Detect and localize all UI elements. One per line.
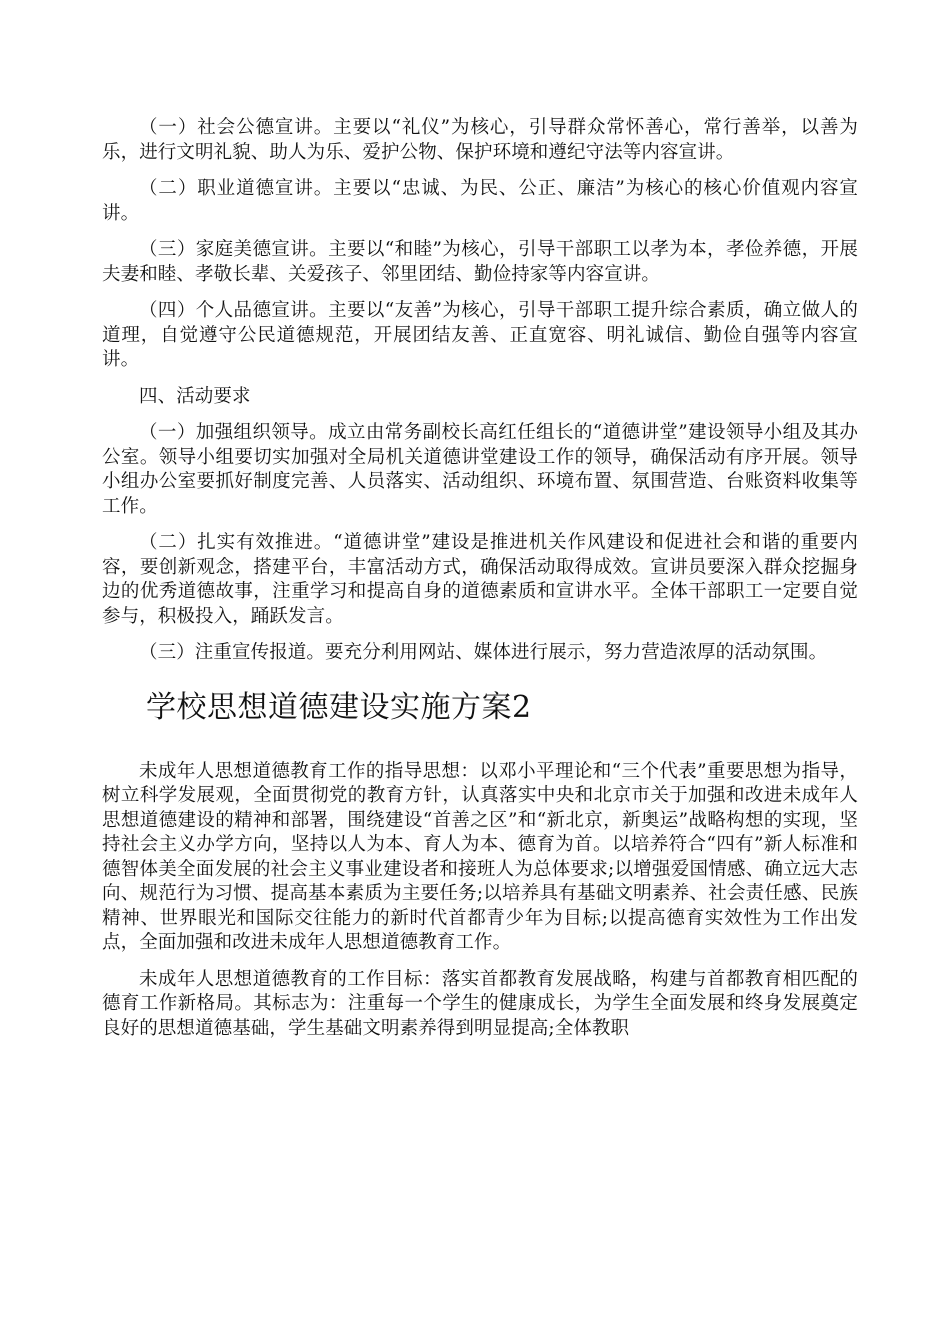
paragraph-work-goals: 未成年人思想道德教育的工作目标：落实首都教育发展战略，构建与首都教育相匹配的德育工作新格局。其标志为：注重每一个学生的健康成长，为学生全面发展和终身发展奠定良好的思想道德基础，学生基础文明素养得到明显提高;全体教职 bbox=[102, 968, 858, 1039]
paragraph-family-virtue: （三）家庭美德宣讲。主要以“和睦”为核心，引导干部职工以孝为本，孝俭养德，开展夫妻和睦、孝敬长辈、关爱孩子、邻里团结、勤俭持家等内容宣讲。 bbox=[102, 239, 858, 285]
section-heading-activity-requirements: 四、活动要求 bbox=[139, 385, 251, 407]
paragraph-publicity-reporting: （三）注重宣传报道。要充分利用网站、媒体进行展示，努力营造浓厚的活动氛围。 bbox=[139, 642, 828, 663]
paragraph-guiding-ideology: 未成年人思想道德教育工作的指导思想：以邓小平理论和“三个代表”重要思想为指导，树立科学发展观，全面贯彻党的教育方针，认真落实中央和北京市关于加强和改进未成年人思想道德建设的精神和部署，围绕建设“首善之区”和“新北京，新奥运”战略构想的实现，坚持社会主义办学方向，坚持以人为本、育人为本、德育为首。以培养符合“四有”新人标准和德智体美全面发展的社会主义事业建设者和接班人为总体要求;以增强爱国情感、确立远大志向、规范行为习惯、提高基本素质为主要任务;以培养具有基础文明素养、社会责任感、民族精神、世界眼光和国际交往能力的新时代首都青少年为目标;以提高德育实效性为工作出发点，全面加强和改进未成年人思想道德教育工作。 bbox=[102, 760, 858, 953]
paragraph-organization-leadership: （一）加强组织领导。成立由常务副校长高红任组长的“道德讲堂”建设领导小组及其办公室。领导小组要切实加强对全局机关道德讲堂建设工作的领导，确保活动有序开展。领导小组办公室要抓好制度完善、人员落实、活动组织、环境布置、氛围营造、台账资料收集等工作。 bbox=[102, 422, 858, 517]
paragraph-personal-character: （四）个人品德宣讲。主要以“友善”为核心，引导干部职工提升综合素质，确立做人的道理，自觉遵守公民道德规范，开展团结友善、正直宽容、明礼诚信、勤俭自强等内容宣讲。 bbox=[102, 300, 858, 370]
paragraph-social-morality: （一）社会公德宣讲。主要以“礼仪”为核心，引导群众常怀善心，常行善举，以善为乐，进行文明礼貌、助人为乐、爱护公物、保护环境和遵纪守法等内容宣讲。 bbox=[102, 117, 858, 163]
document-title-2: 学校思想道德建设实施方案2 bbox=[146, 689, 532, 725]
paragraph-effective-promotion: （二）扎实有效推进。“道德讲堂”建设是推进机关作风建设和促进社会和谐的重要内容，要创新观念，搭建平台，丰富活动方式，确保活动取得成效。宣讲员要深入群众挖掘身边的优秀道德故事，注重学习和提高自身的道德素质和宣讲水平。全体干部职工一定要自觉参与，积极投入，踊跃发言。 bbox=[102, 532, 858, 627]
document-page bbox=[102, 116, 858, 1053]
paragraph-professional-ethics: （二）职业道德宣讲。主要以“忠诚、为民、公正、廉洁”为核心的核心价值观内容宣讲。 bbox=[102, 178, 858, 224]
